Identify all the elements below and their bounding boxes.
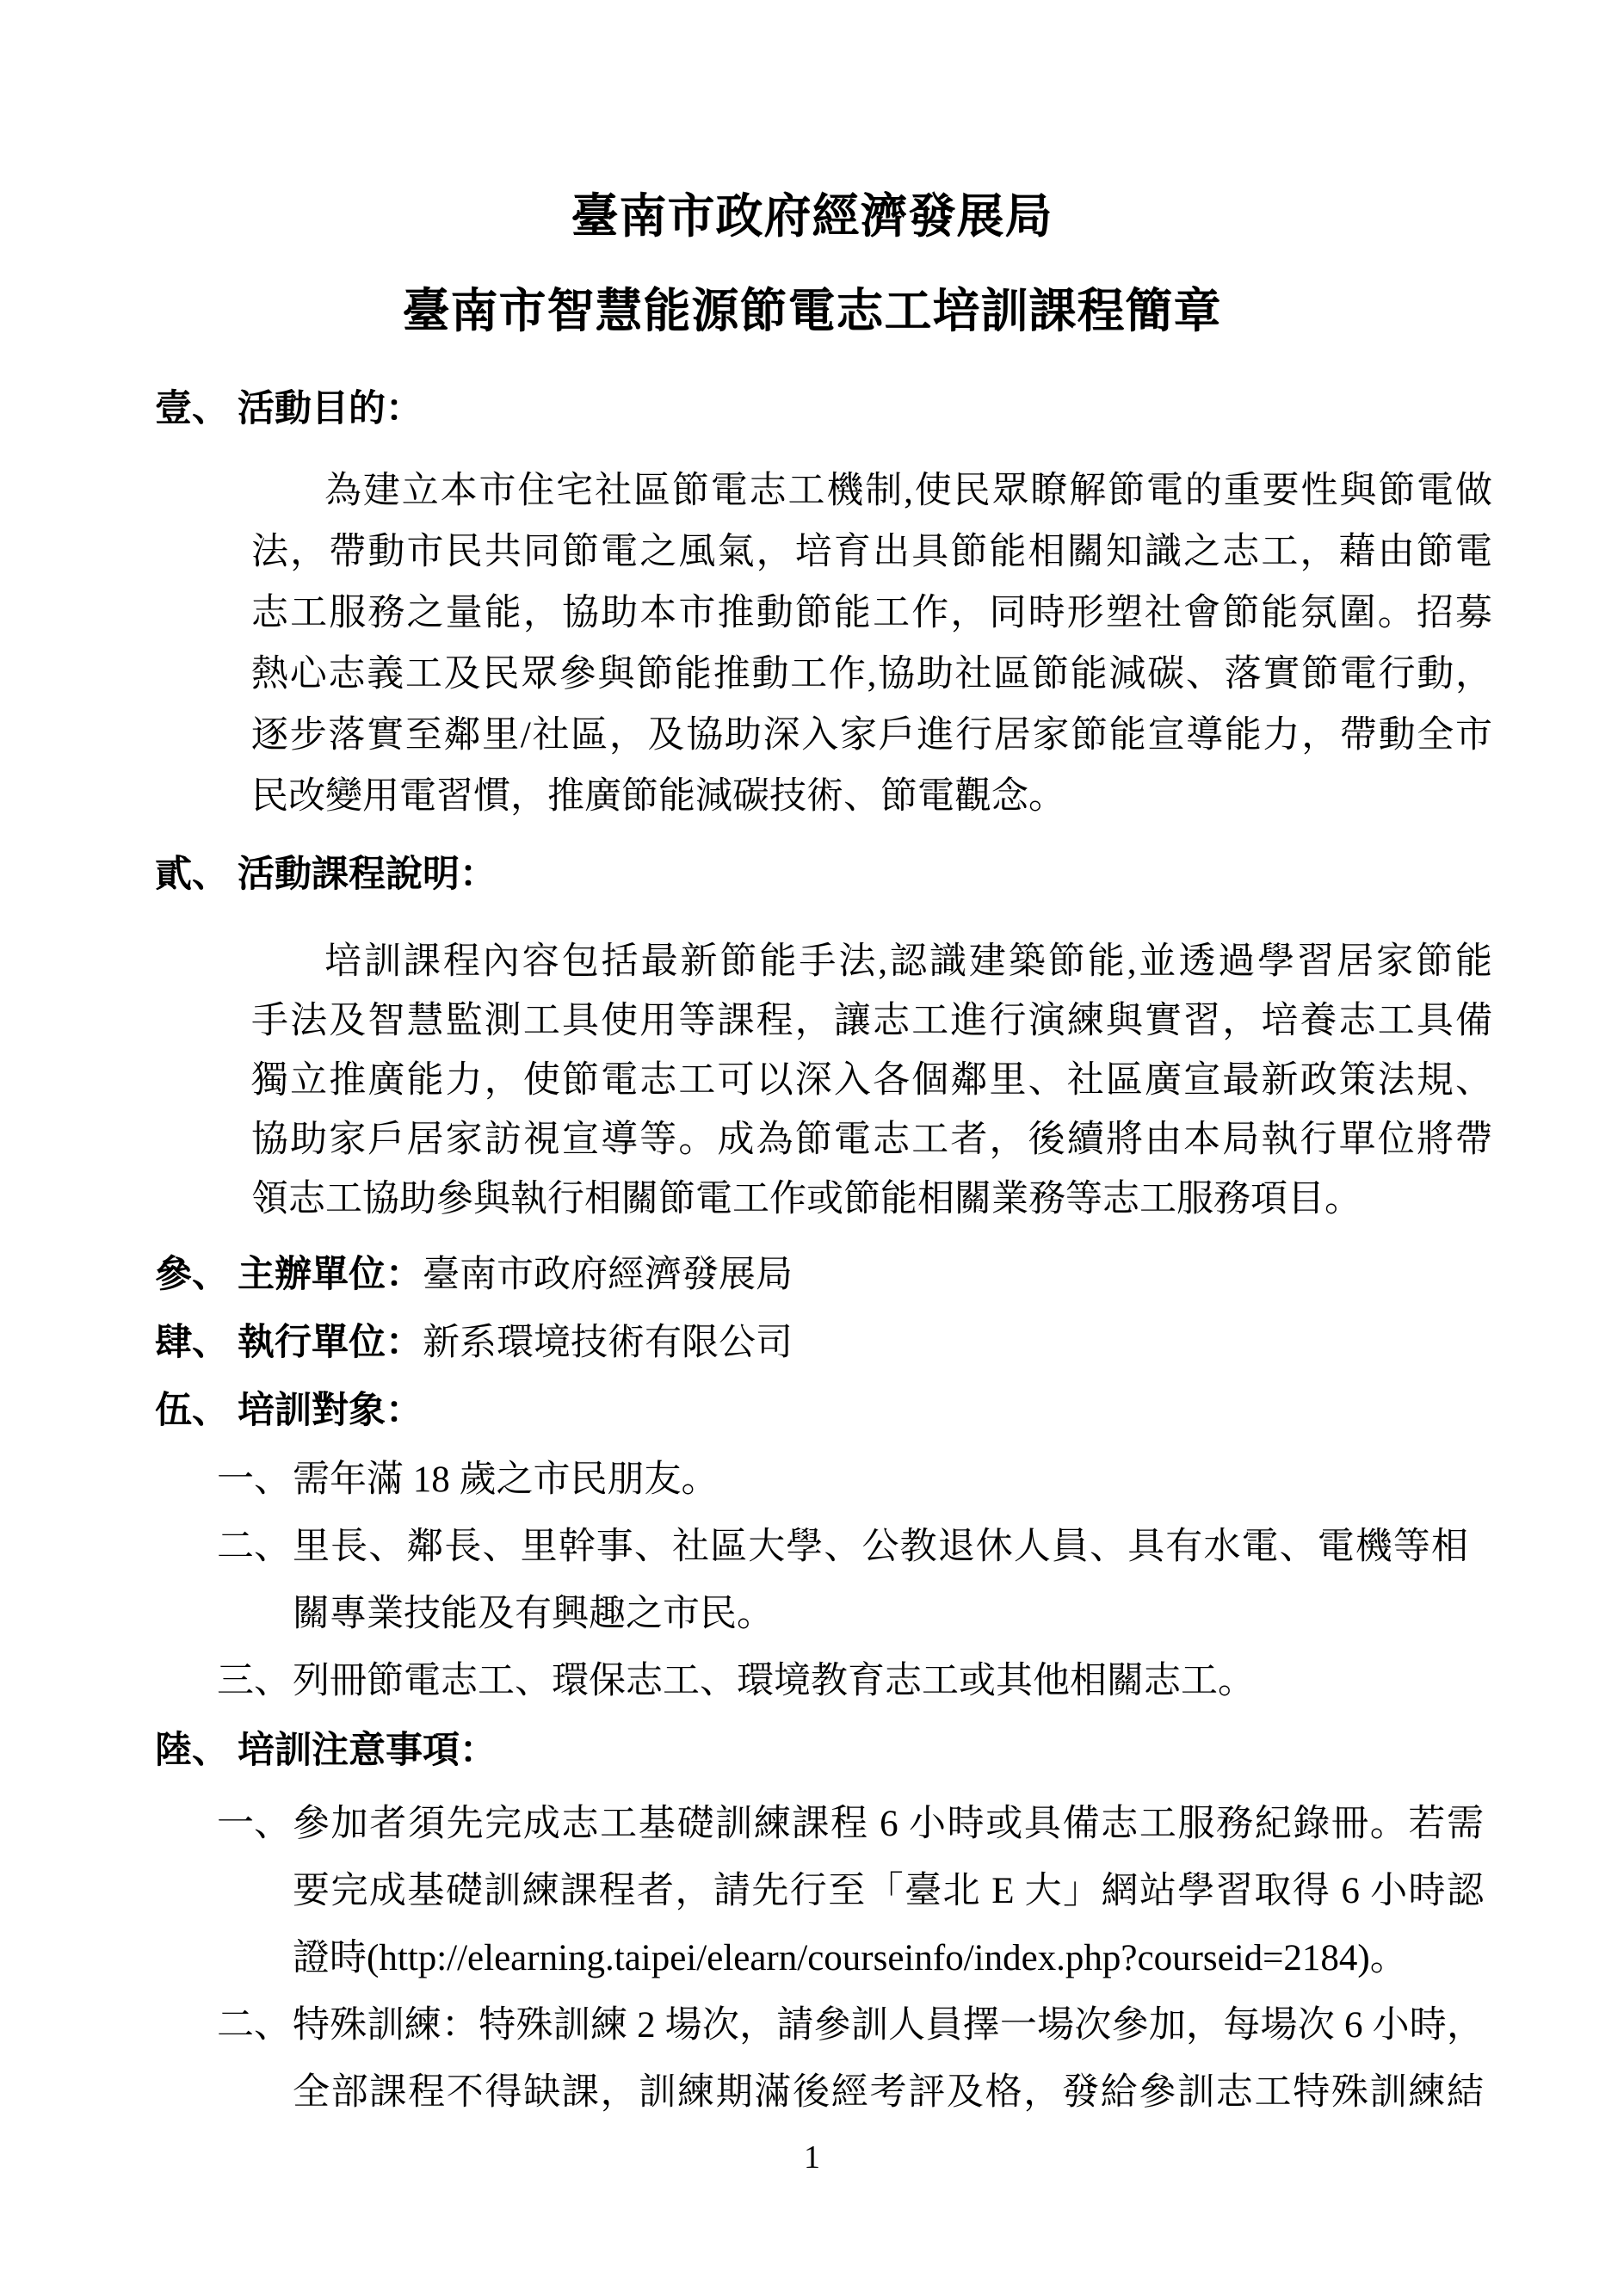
paragraph-line: 熱心志義工及民眾參與節能推動工作,協助社區節能減碳、落實節電行動， (251, 654, 1492, 694)
objective-paragraph (251, 460, 1492, 827)
section-heading-course-description (155, 844, 497, 906)
list-item-text (293, 1648, 1468, 1715)
list-marker: 一、 (217, 1460, 291, 1500)
paragraph-line: 志工服務之量能，協助本市推動節能工作，同時形塑社會節能氛圍。招募 (251, 593, 1492, 633)
list-item (217, 1791, 1484, 1992)
page-number: 1 (804, 2139, 820, 2176)
paragraph-line: 民改變用電習慣，推廣節能減碳技術、節電觀念。 (251, 776, 1065, 817)
list-marker: 二、 (217, 1527, 291, 1567)
list-item-text (293, 1992, 1484, 2126)
paragraph-line: 培訓課程內容包括最新節能手法,認識建築節能,並透過學習居家節能 (324, 941, 1492, 982)
list-marker: 三、 (217, 1661, 291, 1701)
list-item-line-url: 證時(http://elearning.taipei/elearn/courseinfo/index.php?courseid=2184)。 (293, 1938, 1407, 1978)
document-title: 臺南市政府經濟發展局 (571, 190, 1053, 243)
list-item-text (293, 1514, 1468, 1648)
list-item-line: 參加者須先完成志工基礎訓練課程 6 小時或具備志工服務紀錄冊。若需 (293, 1804, 1484, 1844)
section-number: 肆、 (155, 1323, 229, 1363)
training-notes-list (217, 1791, 1484, 2126)
course-description-paragraph (251, 932, 1492, 1229)
list-item-line: 列冊節電志工、環保志工、環境教育志工或其他相關志工。 (293, 1661, 1255, 1701)
paragraph-line: 協助家戶居家訪視宣導等。成為節電志工者，後續將由本局執行單位將帶 (251, 1120, 1492, 1160)
document-subtitle: 臺南市智慧能源節電志工培訓課程簡章 (402, 285, 1222, 337)
list-item-text (293, 1447, 1468, 1514)
paragraph-line: 為建立本市住宅社區節電志工機制,使民眾瞭解節電的重要性與節電做 (324, 471, 1492, 511)
list-item (217, 1514, 1468, 1648)
section-heading-text: 活動目的： (238, 389, 423, 429)
list-marker: 二、 (217, 2005, 291, 2046)
paragraph-line: 手法及智慧監測工具使用等課程，讓志工進行演練與實習，培養志工具備 (251, 1001, 1492, 1041)
list-marker: 一、 (217, 1804, 291, 1844)
section-organizer (155, 1244, 793, 1306)
list-item-line: 要完成基礎訓練課程者，請先行至「臺北 E 大」網站學習取得 6 小時認 (293, 1871, 1484, 1911)
list-item (217, 1447, 1468, 1514)
section-number: 貳、 (155, 855, 229, 895)
section-heading-text: 主辦單位： (238, 1255, 423, 1295)
section-heading-target-audience (155, 1380, 423, 1442)
list-item-line: 需年滿 18 歲之市民朋友。 (293, 1460, 719, 1500)
section-heading-text: 活動課程說明： (238, 855, 497, 895)
section-heading-text: 執行單位： (238, 1323, 423, 1363)
list-item-line: 里長、鄰長、里幹事、社區大學、公教退休人員、具有水電、電機等相 (293, 1527, 1468, 1567)
list-item (217, 1648, 1468, 1715)
paragraph-line: 領志工協助參與執行相關節電工作或節能相關業務等志工服務項目。 (251, 1179, 1362, 1219)
target-audience-list (217, 1447, 1468, 1715)
organizer-value: 臺南市政府經濟發展局 (423, 1255, 793, 1295)
list-item-line: 全部課程不得缺課，訓練期滿後經考評及格，發給參訓志工特殊訓練結 (293, 2072, 1484, 2113)
section-heading-text: 培訓注意事項： (238, 1731, 497, 1771)
section-executing-unit (155, 1312, 793, 1374)
section-number: 陸、 (155, 1731, 229, 1771)
list-item-text (293, 1791, 1484, 1992)
section-number: 伍、 (155, 1391, 229, 1431)
executing-unit-value: 新系環境技術有限公司 (423, 1323, 793, 1363)
paragraph-line: 逐步落實至鄰里/社區，及協助深入家戶進行居家節能宣導能力，帶動全市 (251, 715, 1492, 756)
list-item-line: 特殊訓練：特殊訓練 2 場次，請參訓人員擇一場次參加，每場次 6 小時， (293, 2005, 1484, 2046)
list-item-line: 關專業技能及有興趣之市民。 (293, 1594, 774, 1634)
paragraph-line: 獨立推廣能力，使節電志工可以深入各個鄰里、社區廣宣最新政策法規、 (251, 1060, 1492, 1101)
section-heading-notes (155, 1720, 497, 1782)
section-number: 參、 (155, 1255, 229, 1295)
paragraph-line: 法，帶動市民共同節電之風氣，培育出具節能相關知識之志工，藉由節電 (251, 532, 1492, 572)
section-number: 壹、 (155, 389, 229, 429)
list-item (217, 1992, 1484, 2126)
section-heading-objective (155, 379, 423, 441)
section-heading-text: 培訓對象： (238, 1391, 423, 1431)
